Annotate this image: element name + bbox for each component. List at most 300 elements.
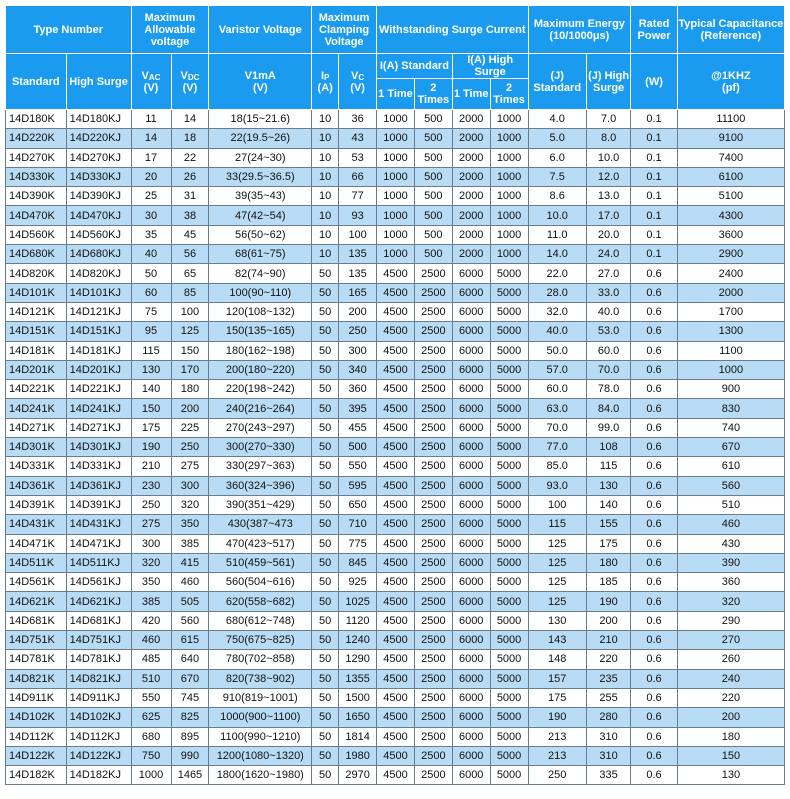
- vdc-cell: 125: [171, 322, 209, 341]
- hs-2-times-cell: 5000: [490, 534, 528, 553]
- hs-1-time-cell: 6000: [452, 746, 490, 765]
- high-surge-cell: 14D561KJ: [66, 573, 131, 592]
- energy-hs-cell: 53.0: [586, 322, 630, 341]
- vc-cell: 1290: [339, 650, 377, 669]
- power-cell: 0.6: [631, 495, 678, 514]
- capacitance-cell: 510: [677, 495, 784, 514]
- energy-std-cell: 125: [528, 534, 586, 553]
- power-cell: 0.6: [631, 476, 678, 495]
- energy-hs-cell: 20.0: [586, 225, 630, 244]
- ip-cell: 50: [312, 302, 339, 321]
- hs-2-times-cell: 1000: [490, 187, 528, 206]
- v1ma-cell: 390(351~429): [209, 495, 312, 514]
- std-2-times-cell: 2500: [414, 515, 452, 534]
- vc-cell: 1980: [339, 746, 377, 765]
- std-2-times-cell: 500: [414, 206, 452, 225]
- ip-cell: 50: [312, 399, 339, 418]
- vdc-cell: 170: [171, 360, 209, 379]
- energy-hs-cell: 255: [586, 688, 630, 707]
- energy-std-cell: 125: [528, 573, 586, 592]
- standard-cell: 14D241K: [6, 399, 67, 418]
- table-row: [6, 187, 785, 206]
- hs-1-time-cell: 2000: [452, 225, 490, 244]
- table-row: [6, 746, 785, 765]
- hs-2-times-cell: 5000: [490, 418, 528, 437]
- energy-std-cell: 40.0: [528, 322, 586, 341]
- capacitance-cell: 670: [677, 438, 784, 457]
- ip-cell: 50: [312, 650, 339, 669]
- vac-cell: 95: [131, 322, 171, 341]
- energy-std-cell: 63.0: [528, 399, 586, 418]
- standard-cell: 14D180K: [6, 110, 67, 129]
- energy-std-cell: 50.0: [528, 341, 586, 360]
- standard-cell: 14D621K: [6, 592, 67, 611]
- hs-1-time-cell: 6000: [452, 438, 490, 457]
- power-cell: 0.6: [631, 669, 678, 688]
- hs-1-time-cell: 2000: [452, 167, 490, 186]
- hs-2-times-cell: 1000: [490, 148, 528, 167]
- vac-cell: 385: [131, 592, 171, 611]
- hs-1-time-cell: 6000: [452, 283, 490, 302]
- vdc-cell: 350: [171, 515, 209, 534]
- energy-hs-cell: 24.0: [586, 245, 630, 264]
- v1ma-cell: 430(387~473: [209, 515, 312, 534]
- std-2-times-cell: 2500: [414, 573, 452, 592]
- hs-1-time-cell: 6000: [452, 727, 490, 746]
- vc-cell: 200: [339, 302, 377, 321]
- std-1-time-cell: 4500: [377, 669, 415, 688]
- power-cell: 0.6: [631, 438, 678, 457]
- energy-hs-cell: 78.0: [586, 380, 630, 399]
- header-withstanding-surge: Withstanding Surge Current: [377, 6, 528, 54]
- ip-cell: 50: [312, 534, 339, 553]
- vc-cell: 360: [339, 380, 377, 399]
- vac-cell: 680: [131, 727, 171, 746]
- ip-cell: 50: [312, 495, 339, 514]
- std-1-time-cell: 4500: [377, 631, 415, 650]
- energy-hs-cell: 84.0: [586, 399, 630, 418]
- header-max-energy: Maximum Energy (10/1000μs): [528, 6, 631, 54]
- ip-cell: 50: [312, 669, 339, 688]
- table-row: [6, 457, 785, 476]
- std-2-times-cell: 2500: [414, 341, 452, 360]
- standard-cell: 14D102K: [6, 708, 67, 727]
- std-1-time-cell: 4500: [377, 302, 415, 321]
- header-cap-unit: [677, 54, 784, 110]
- v1ma-unit: (V): [252, 81, 268, 94]
- high-surge-cell: 14D820KJ: [66, 264, 131, 283]
- ip-cell: 50: [312, 360, 339, 379]
- hs-1-time-cell: 6000: [452, 573, 490, 592]
- vac-cell: 130: [131, 360, 171, 379]
- capacitance-cell: 220: [677, 688, 784, 707]
- ip-cell: 50: [312, 515, 339, 534]
- vc-cell: 100: [339, 225, 377, 244]
- energy-hs-cell: 155: [586, 515, 630, 534]
- hs-1-time-cell: 2000: [452, 110, 490, 129]
- vac-cell: 750: [131, 746, 171, 765]
- capacitance-cell: 610: [677, 457, 784, 476]
- table-row: [6, 245, 785, 264]
- table-row: [6, 225, 785, 244]
- vc-cell: 925: [339, 573, 377, 592]
- power-cell: 0.1: [631, 148, 678, 167]
- ip-cell: 10: [312, 167, 339, 186]
- vac-cell: 20: [131, 167, 171, 186]
- energy-std-cell: 85.0: [528, 457, 586, 476]
- hs-1-time-cell: 6000: [452, 457, 490, 476]
- header-varistor-voltage: Varistor Voltage: [209, 6, 312, 54]
- std-1-time-cell: 4500: [377, 341, 415, 360]
- energy-std-cell: 148: [528, 650, 586, 669]
- std-2-times-cell: 2500: [414, 283, 452, 302]
- high-surge-cell: 14D431KJ: [66, 515, 131, 534]
- energy-std-cell: 143: [528, 631, 586, 650]
- standard-cell: 14D121K: [6, 302, 67, 321]
- vac-cell: 50: [131, 264, 171, 283]
- hs-1-time-cell: 2000: [452, 245, 490, 264]
- v1ma-cell: 220(198~242): [209, 380, 312, 399]
- energy-std-cell: 190: [528, 708, 586, 727]
- vdc-cell: 56: [171, 245, 209, 264]
- energy-hs-cell: 27.0: [586, 264, 630, 283]
- v1ma-cell: 300(270~330): [209, 438, 312, 457]
- capacitance-cell: 390: [677, 553, 784, 572]
- header-std-2-times: 2 Times: [414, 79, 452, 110]
- vc-cell: 43: [339, 129, 377, 148]
- standard-cell: 14D361K: [6, 476, 67, 495]
- capacitance-cell: 270: [677, 631, 784, 650]
- vac-cell: 175: [131, 418, 171, 437]
- hs-2-times-cell: 5000: [490, 650, 528, 669]
- table-row: [6, 129, 785, 148]
- hs-2-times-cell: 1000: [490, 245, 528, 264]
- ip-cell: 50: [312, 592, 339, 611]
- power-cell: 0.1: [631, 167, 678, 186]
- table-row: [6, 322, 785, 341]
- energy-std-cell: 157: [528, 669, 586, 688]
- hs-1-time-cell: 6000: [452, 631, 490, 650]
- vdc-cell: 615: [171, 631, 209, 650]
- hs-1-time-cell: 6000: [452, 380, 490, 399]
- vdc-cell: 65: [171, 264, 209, 283]
- capacitance-cell: 200: [677, 708, 784, 727]
- hs-2-times-cell: 5000: [490, 573, 528, 592]
- std-2-times-cell: 500: [414, 167, 452, 186]
- standard-cell: 14D270K: [6, 148, 67, 167]
- ip-cell: 10: [312, 110, 339, 129]
- high-surge-cell: 14D241KJ: [66, 399, 131, 418]
- high-surge-cell: 14D181KJ: [66, 341, 131, 360]
- std-2-times-cell: 2500: [414, 302, 452, 321]
- vac-cell: 14: [131, 129, 171, 148]
- vac-cell: 625: [131, 708, 171, 727]
- std-1-time-cell: 4500: [377, 283, 415, 302]
- energy-hs-cell: 99.0: [586, 418, 630, 437]
- standard-cell: 14D181K: [6, 341, 67, 360]
- energy-hs-cell: 60.0: [586, 341, 630, 360]
- energy-hs-cell: 310: [586, 727, 630, 746]
- power-cell: 0.6: [631, 611, 678, 630]
- v1ma-cell: 39(35~43): [209, 187, 312, 206]
- vac-cell: 230: [131, 476, 171, 495]
- power-cell: 0.6: [631, 515, 678, 534]
- vdc-cell: 225: [171, 418, 209, 437]
- v1ma-label: V1mA: [244, 69, 276, 82]
- vdc-cell: 45: [171, 225, 209, 244]
- energy-hs-cell: 13.0: [586, 187, 630, 206]
- std-2-times-cell: 500: [414, 187, 452, 206]
- high-surge-cell: 14D911KJ: [66, 688, 131, 707]
- energy-std-cell: 125: [528, 592, 586, 611]
- energy-std-cell: 213: [528, 746, 586, 765]
- energy-std-cell: 130: [528, 611, 586, 630]
- table-row: [6, 592, 785, 611]
- ip-unit: (A): [317, 81, 333, 94]
- standard-cell: 14D821K: [6, 669, 67, 688]
- standard-cell: 14D561K: [6, 573, 67, 592]
- energy-hs-cell: 190: [586, 592, 630, 611]
- standard-cell: 14D911K: [6, 688, 67, 707]
- vc-cell: 845: [339, 553, 377, 572]
- vc-cell: 53: [339, 148, 377, 167]
- vdc-cell: 26: [171, 167, 209, 186]
- ip-cell: 50: [312, 341, 339, 360]
- vdc-cell: 460: [171, 573, 209, 592]
- energy-std-cell: 115: [528, 515, 586, 534]
- high-surge-cell: 14D221KJ: [66, 380, 131, 399]
- energy-std-cell: 32.0: [528, 302, 586, 321]
- table-row: [6, 341, 785, 360]
- table-row: [6, 418, 785, 437]
- table-row: [6, 688, 785, 707]
- v1ma-cell: 68(61~75): [209, 245, 312, 264]
- hs-2-times-cell: 5000: [490, 360, 528, 379]
- power-cell: 0.6: [631, 766, 678, 785]
- std-2-times-cell: 2500: [414, 360, 452, 379]
- energy-hs-cell: 180: [586, 553, 630, 572]
- vac-cell: 420: [131, 611, 171, 630]
- std-1-time-cell: 4500: [377, 746, 415, 765]
- hs-2-times-cell: 5000: [490, 553, 528, 572]
- energy-std-cell: 125: [528, 553, 586, 572]
- header-ip: [312, 54, 339, 110]
- header-high-surge: High Surge: [66, 54, 131, 110]
- energy-hs-cell: 7.0: [586, 110, 630, 129]
- hs-2-times-cell: 1000: [490, 129, 528, 148]
- energy-std-cell: 6.0: [528, 148, 586, 167]
- v1ma-cell: 750(675~825): [209, 631, 312, 650]
- hs-1-time-cell: 6000: [452, 592, 490, 611]
- cap-freq: @1KHZ: [711, 69, 751, 82]
- high-surge-cell: 14D781KJ: [66, 650, 131, 669]
- vdc-cell: 300: [171, 476, 209, 495]
- v1ma-cell: 680(612~748): [209, 611, 312, 630]
- table-row: [6, 360, 785, 379]
- hs-1-time-cell: 6000: [452, 418, 490, 437]
- vdc-cell: 85: [171, 283, 209, 302]
- energy-std-cell: 8.6: [528, 187, 586, 206]
- table-row: [6, 534, 785, 553]
- ip-cell: 10: [312, 225, 339, 244]
- vdc-cell: 250: [171, 438, 209, 457]
- table-row: [6, 476, 785, 495]
- vdc-cell: 825: [171, 708, 209, 727]
- power-cell: 0.6: [631, 573, 678, 592]
- vc-cell: 2970: [339, 766, 377, 785]
- standard-cell: 14D470K: [6, 206, 67, 225]
- high-surge-cell: 14D102KJ: [66, 708, 131, 727]
- capacitance-cell: 560: [677, 476, 784, 495]
- std-1-time-cell: 1000: [377, 225, 415, 244]
- energy-hs-cell: 200: [586, 611, 630, 630]
- standard-cell: 14D820K: [6, 264, 67, 283]
- hs-2-times-cell: 5000: [490, 766, 528, 785]
- hs-1-time-cell: 6000: [452, 708, 490, 727]
- vc-cell: 135: [339, 264, 377, 283]
- hs-1-time-cell: 6000: [452, 341, 490, 360]
- vdc-cell: 320: [171, 495, 209, 514]
- standard-cell: 14D781K: [6, 650, 67, 669]
- energy-std-cell: 5.0: [528, 129, 586, 148]
- energy-std-cell: 93.0: [528, 476, 586, 495]
- power-cell: 0.6: [631, 283, 678, 302]
- std-2-times-cell: 2500: [414, 708, 452, 727]
- power-cell: 0.6: [631, 418, 678, 437]
- vdc-cell: 385: [171, 534, 209, 553]
- vc-cell: 1120: [339, 611, 377, 630]
- v1ma-cell: 22(19.5~26): [209, 129, 312, 148]
- v1ma-cell: 510(459~561): [209, 553, 312, 572]
- energy-hs-cell: 12.0: [586, 167, 630, 186]
- table-row: [6, 399, 785, 418]
- std-2-times-cell: 2500: [414, 534, 452, 553]
- vdc-cell: 38: [171, 206, 209, 225]
- table-row: [6, 708, 785, 727]
- vc-sub: C: [358, 72, 365, 82]
- vdc-cell: 31: [171, 187, 209, 206]
- standard-cell: 14D101K: [6, 283, 67, 302]
- varistor-spec-table: [5, 5, 785, 785]
- hs-2-times-cell: 5000: [490, 457, 528, 476]
- vdc-cell: 100: [171, 302, 209, 321]
- high-surge-cell: 14D471KJ: [66, 534, 131, 553]
- high-surge-cell: 14D201KJ: [66, 360, 131, 379]
- header-standard: Standard: [6, 54, 67, 110]
- energy-hs-cell: 70.0: [586, 360, 630, 379]
- v1ma-cell: 270(243~297): [209, 418, 312, 437]
- std-2-times-cell: 2500: [414, 438, 452, 457]
- std-1-time-cell: 4500: [377, 322, 415, 341]
- cap-unit: (pf): [722, 81, 740, 94]
- header-ia-high-surge: I(A) High Surge: [452, 54, 528, 79]
- v1ma-cell: 1200(1080~1320): [209, 746, 312, 765]
- v1ma-cell: 1100(990~1210): [209, 727, 312, 746]
- std-2-times-cell: 500: [414, 148, 452, 167]
- std-1-time-cell: 4500: [377, 380, 415, 399]
- v1ma-cell: 200(180~220): [209, 360, 312, 379]
- energy-hs-cell: 235: [586, 669, 630, 688]
- vac-cell: 275: [131, 515, 171, 534]
- vac-cell: 40: [131, 245, 171, 264]
- table-row: [6, 110, 785, 129]
- hs-2-times-cell: 5000: [490, 380, 528, 399]
- std-1-time-cell: 1000: [377, 129, 415, 148]
- energy-std-cell: 57.0: [528, 360, 586, 379]
- power-cell: 0.6: [631, 457, 678, 476]
- vdc-cell: 415: [171, 553, 209, 572]
- standard-cell: 14D112K: [6, 727, 67, 746]
- vc-cell: 36: [339, 110, 377, 129]
- std-2-times-cell: 2500: [414, 611, 452, 630]
- std-1-time-cell: 4500: [377, 264, 415, 283]
- vac-cell: 510: [131, 669, 171, 688]
- vac-cell: 485: [131, 650, 171, 669]
- ip-cell: 10: [312, 245, 339, 264]
- ip-sub: P: [324, 72, 330, 82]
- std-1-time-cell: 4500: [377, 515, 415, 534]
- v1ma-cell: 27(24~30): [209, 148, 312, 167]
- hs-2-times-cell: 5000: [490, 631, 528, 650]
- hs-2-times-cell: 5000: [490, 283, 528, 302]
- ip-cell: 50: [312, 611, 339, 630]
- ip-cell: 50: [312, 438, 339, 457]
- hs-1-time-cell: 6000: [452, 264, 490, 283]
- energy-hs-cell: 115: [586, 457, 630, 476]
- ip-cell: 50: [312, 322, 339, 341]
- energy-hs-cell: 17.0: [586, 206, 630, 225]
- hs-1-time-cell: 6000: [452, 302, 490, 321]
- table-row: [6, 148, 785, 167]
- power-cell: 0.6: [631, 264, 678, 283]
- energy-hs-cell: 175: [586, 534, 630, 553]
- hs-1-time-cell: 6000: [452, 688, 490, 707]
- header-v1ma: [209, 54, 312, 110]
- standard-cell: 14D681K: [6, 611, 67, 630]
- std-2-times-cell: 2500: [414, 688, 452, 707]
- std-2-times-cell: 2500: [414, 650, 452, 669]
- table-row: [6, 283, 785, 302]
- std-2-times-cell: 2500: [414, 592, 452, 611]
- vc-cell: 500: [339, 438, 377, 457]
- hs-2-times-cell: 1000: [490, 206, 528, 225]
- ip-cell: 10: [312, 148, 339, 167]
- hs-1-time-cell: 6000: [452, 360, 490, 379]
- vc-cell: 550: [339, 457, 377, 476]
- high-surge-cell: 14D680KJ: [66, 245, 131, 264]
- power-cell: 0.6: [631, 631, 678, 650]
- vdc-cell: 640: [171, 650, 209, 669]
- hs-2-times-cell: 5000: [490, 399, 528, 418]
- capacitance-cell: 460: [677, 515, 784, 534]
- capacitance-cell: 2900: [677, 245, 784, 264]
- vc-cell: 300: [339, 341, 377, 360]
- energy-std-cell: 70.0: [528, 418, 586, 437]
- power-cell: 0.6: [631, 302, 678, 321]
- high-surge-cell: 14D391KJ: [66, 495, 131, 514]
- energy-hs-cell: 140: [586, 495, 630, 514]
- v1ma-cell: 780(702~858): [209, 650, 312, 669]
- ip-cell: 50: [312, 631, 339, 650]
- vc-cell: 1025: [339, 592, 377, 611]
- header-type-number: Type Number: [6, 6, 132, 54]
- v1ma-cell: 150(135~165): [209, 322, 312, 341]
- vac-cell: 300: [131, 534, 171, 553]
- vc-cell: 1500: [339, 688, 377, 707]
- std-2-times-cell: 2500: [414, 727, 452, 746]
- std-1-time-cell: 4500: [377, 688, 415, 707]
- header-energy-standard: (J) Standard: [528, 54, 586, 110]
